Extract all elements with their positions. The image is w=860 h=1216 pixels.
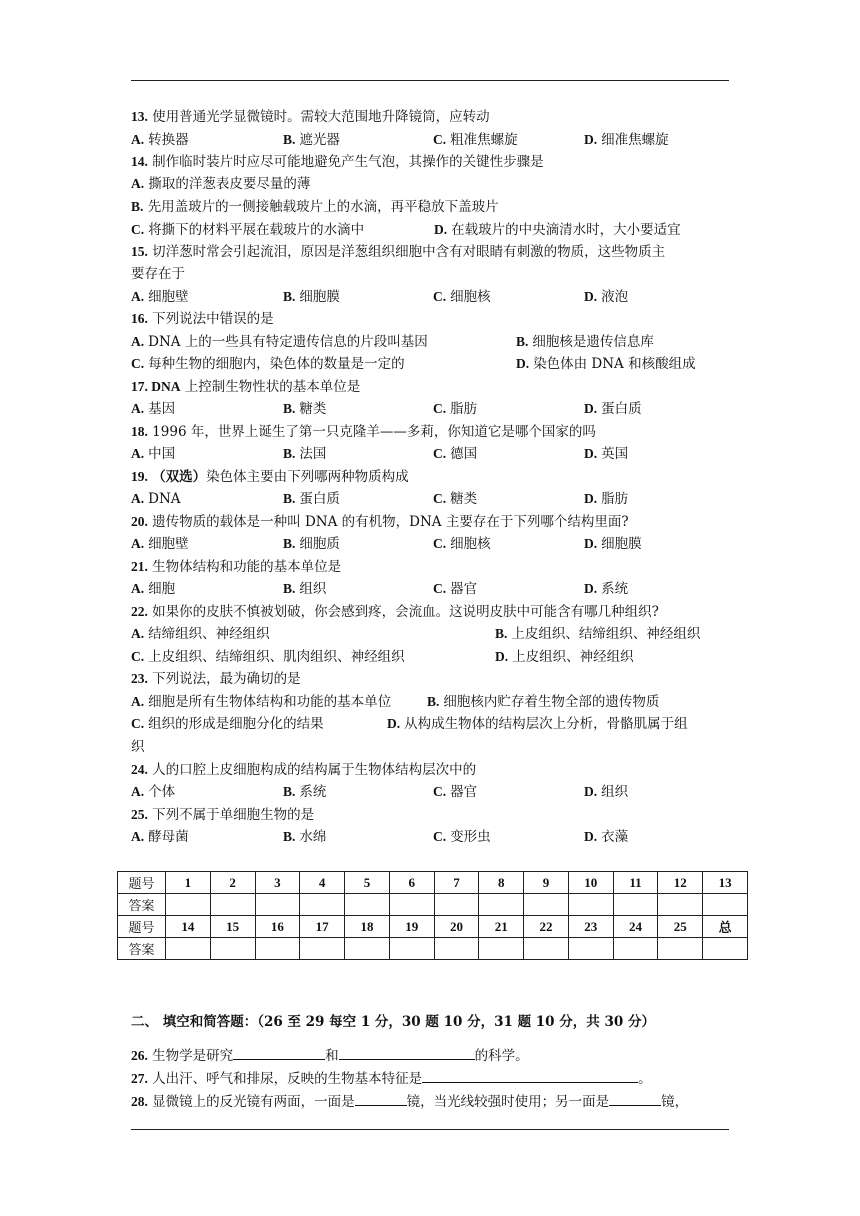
q22-option-b: B. 上皮组织、结缔组织、神经组织	[495, 626, 701, 642]
answer-cell[interactable]	[210, 938, 255, 960]
question-number-cell: 24	[613, 916, 658, 938]
q17-stem-text: 上控制生物性状的基本单位是	[184, 379, 361, 395]
row-label-answer: 答案	[118, 894, 166, 916]
q13-stem-text: 使用普通光学显微镜时。需较大范围地升降镜筒，应转动	[152, 109, 490, 125]
q24-stem	[131, 759, 476, 781]
q16-stem	[131, 308, 274, 330]
q18-option-c: C. 德国	[433, 446, 478, 462]
q23-option-ab	[131, 691, 729, 713]
q19-options	[131, 488, 729, 510]
q22-option-ab	[131, 623, 729, 645]
q22-option-a: A. 结缔组织、神经组织	[131, 626, 270, 642]
answer-cell[interactable]	[703, 938, 748, 960]
q21-option-b: B. 组织	[283, 581, 327, 597]
q26-blank-2[interactable]	[339, 1045, 475, 1060]
q25-stem	[131, 804, 314, 826]
question-number-cell: 10	[568, 872, 613, 894]
q14-option-a: A. 撕取的洋葱表皮要尽量的薄	[131, 176, 311, 192]
answer-cell[interactable]	[210, 894, 255, 916]
q21-stem-text: 生物体结构和功能的基本单位是	[152, 559, 342, 575]
question-number-cell: 21	[479, 916, 524, 938]
q20-option-d: D. 细胞膜	[584, 536, 642, 552]
q15-stem-cont: 要存在于	[131, 266, 185, 282]
answer-cell[interactable]	[345, 938, 390, 960]
q28: 28. 显微镜上的反光镜有两面，一面是 镜，当光线较强时使用；另一面是 镜，	[131, 1091, 688, 1113]
q16-stem-text: 下列说法中错误的是	[152, 311, 274, 327]
answer-cell[interactable]	[300, 938, 345, 960]
q21-number: 21.	[131, 559, 148, 574]
q23-option-a: A. 细胞是所有生物体结构和功能的基本单位	[131, 694, 392, 710]
question-number-cell: 9	[524, 872, 569, 894]
q23-stem	[131, 668, 301, 690]
q26: 26. 生物学是研究 和 的科学。	[131, 1045, 529, 1067]
q17-number: 17. DNA	[131, 379, 181, 394]
q16-option-ab	[131, 331, 729, 353]
answer-cell[interactable]	[434, 894, 479, 916]
answer-cell[interactable]	[389, 894, 434, 916]
question-number-cell: 17	[300, 916, 345, 938]
q25-stem-text: 下列不属于单细胞生物的是	[152, 807, 315, 823]
q19-option-d: D. 脂肪	[584, 491, 629, 507]
q21-stem	[131, 556, 341, 578]
q23-stem-text: 下列说法，最为确切的是	[152, 671, 301, 687]
table-row-questions-1	[118, 872, 748, 894]
question-number-cell: 19	[389, 916, 434, 938]
q18-option-a: A. 中国	[131, 446, 176, 462]
q19-stem	[131, 466, 409, 488]
answer-cell[interactable]	[479, 894, 524, 916]
q25-options	[131, 826, 729, 848]
q19-tag: （双选）	[152, 469, 207, 484]
answer-cell[interactable]	[658, 938, 703, 960]
question-number-cell: 25	[658, 916, 703, 938]
q20-stem-text: 遗传物质的载体是一种叫 DNA 的有机物，DNA 主要存在于下列哪个结构里面?	[152, 514, 629, 530]
q13-number: 13.	[131, 109, 148, 124]
question-number-cell: 23	[568, 916, 613, 938]
q17-stem	[131, 376, 360, 398]
q16-option-cd	[131, 353, 729, 375]
answer-cell[interactable]	[255, 938, 300, 960]
q15-stem-text: 切洋葱时常会引起流泪，原因是洋葱组织细胞中含有对眼睛有刺激的物质，这些物质主	[152, 244, 666, 260]
q23-option-d: D. 从构成生物体的结构层次上分析，骨骼肌属于组	[387, 716, 688, 732]
q24-option-b: B. 系统	[283, 784, 327, 800]
q16-option-c: C. 每种生物的细胞内，染色体的数量是一定的	[131, 356, 405, 372]
question-number-cell: 3	[255, 872, 300, 894]
q21-option-c: C. 器官	[433, 581, 478, 597]
q17-option-b: B. 糖类	[283, 401, 327, 417]
q13-options	[131, 129, 729, 151]
answer-cell[interactable]	[255, 894, 300, 916]
question-number-cell: 8	[479, 872, 524, 894]
question-number-cell: 18	[345, 916, 390, 938]
q24-option-c: C. 器官	[433, 784, 478, 800]
question-number-cell: 20	[434, 916, 479, 938]
q18-stem-text: 1996 年，世界上诞生了第一只克隆羊——多莉，你知道它是哪个国家的吗	[152, 424, 596, 440]
header-rule	[131, 80, 729, 81]
answer-cell[interactable]	[568, 894, 613, 916]
q13-option-b: B. 遮光器	[283, 132, 340, 148]
question-number-cell: 15	[210, 916, 255, 938]
answer-cell[interactable]	[479, 938, 524, 960]
q16-option-a: A. DNA 上的一些具有特定遗传信息的片段叫基因	[131, 334, 428, 350]
q27-blank[interactable]	[422, 1068, 638, 1083]
question-number-cell: 13	[703, 872, 748, 894]
answer-cell[interactable]	[613, 894, 658, 916]
q19-stem-text: 染色体主要由下列哪两种物质构成	[206, 469, 409, 485]
q24-option-a: A. 个体	[131, 784, 176, 800]
q13-stem	[131, 106, 490, 128]
q25-option-d: D. 衣藻	[584, 829, 629, 845]
q17-option-a: A. 基因	[131, 401, 176, 417]
q22-option-cd	[131, 646, 729, 668]
q14-option-b: B. 先用盖玻片的一侧接触载玻片上的水滴，再平稳放下盖玻片	[131, 199, 499, 215]
row-label-question: 题号	[118, 916, 166, 938]
table-row-questions-2	[118, 916, 748, 938]
q20-stem	[131, 511, 629, 533]
question-number-cell: 16	[255, 916, 300, 938]
q18-stem	[131, 421, 596, 443]
q26-blank-1[interactable]	[233, 1045, 325, 1060]
q14-stem-text: 制作临时装片时应尽可能地避免产生气泡，其操作的关键性步骤是	[152, 154, 544, 170]
q28-blank-1[interactable]	[355, 1091, 407, 1106]
question-number-cell: 14	[166, 916, 211, 938]
q21-options	[131, 578, 729, 600]
q27: 27. 人出汗、呼气和排尿，反映的生物基本特征是 。	[131, 1068, 652, 1090]
q16-option-b: B. 细胞核是遗传信息库	[516, 334, 654, 350]
q13-option-c: C. 粗准焦螺旋	[433, 132, 518, 148]
q19-number: 19.	[131, 469, 148, 484]
q20-number: 20.	[131, 514, 148, 529]
q28-blank-2[interactable]	[609, 1091, 661, 1106]
row-label-question: 题号	[118, 872, 166, 894]
q23-option-c: C. 组织的形成是细胞分化的结果	[131, 716, 324, 732]
q22-stem	[131, 601, 659, 623]
q18-number: 18.	[131, 424, 148, 439]
q24-stem-text: 人的口腔上皮细胞构成的结构属于生物体结构层次中的	[152, 762, 477, 778]
q16-option-d: D. 染色体由 DNA 和核酸组成	[516, 356, 696, 372]
row-label-answer: 答案	[118, 938, 166, 960]
section-2-title: 二、 填空和简答题：（26 至 29 每空 1 分，30 题 10 分，31 题 10 分，共 30 分）	[131, 1014, 655, 1030]
answer-cell[interactable]	[300, 894, 345, 916]
q19-option-b: B. 蛋白质	[283, 491, 340, 507]
table-row-answers-2	[118, 938, 748, 960]
answer-cell[interactable]	[166, 938, 211, 960]
q22-option-d: D. 上皮组织、神经组织	[495, 649, 634, 665]
q13-option-a: A. 转换器	[131, 132, 189, 148]
q25-option-c: C. 变形虫	[433, 829, 491, 845]
q24-option-d: D. 组织	[584, 784, 629, 800]
q20-options	[131, 533, 729, 555]
q23-option-cd	[131, 713, 729, 735]
q15-option-c: C. 细胞核	[433, 289, 491, 305]
q14-stem	[131, 151, 544, 173]
q16-number: 16.	[131, 311, 148, 326]
footer-rule	[131, 1129, 729, 1130]
question-number-cell: 总	[703, 916, 748, 938]
question-number-cell: 5	[345, 872, 390, 894]
question-number-cell: 11	[613, 872, 658, 894]
q15-option-d: D. 液泡	[584, 289, 629, 305]
q15-option-b: B. 细胞膜	[283, 289, 340, 305]
q14-option-cd	[131, 219, 729, 241]
q15-option-a: A. 细胞壁	[131, 289, 189, 305]
q20-option-b: B. 细胞质	[283, 536, 340, 552]
question-number-cell: 1	[166, 872, 211, 894]
question-number-cell: 22	[524, 916, 569, 938]
q18-options	[131, 443, 729, 465]
question-number-cell: 2	[210, 872, 255, 894]
q18-option-d: D. 英国	[584, 446, 629, 462]
q13-option-d: D. 细准焦螺旋	[584, 132, 669, 148]
q15-stem	[131, 241, 665, 263]
answer-cell[interactable]	[703, 894, 748, 916]
answer-cell[interactable]	[389, 938, 434, 960]
question-number-cell: 6	[389, 872, 434, 894]
q17-options	[131, 398, 729, 420]
q14-number: 14.	[131, 154, 148, 169]
q17-option-d: D. 蛋白质	[584, 401, 642, 417]
answer-cell[interactable]	[524, 894, 569, 916]
q18-option-b: B. 法国	[283, 446, 327, 462]
q23-number: 23.	[131, 671, 148, 686]
q15-options	[131, 286, 729, 308]
q17-option-c: C. 脂肪	[433, 401, 478, 417]
q14-option-d: D. 在载玻片的中央滴清水时，大小要适宜	[434, 222, 681, 238]
q15-number: 15.	[131, 244, 148, 259]
answer-cell[interactable]	[568, 938, 613, 960]
q24-number: 24.	[131, 762, 148, 777]
q20-option-a: A. 细胞壁	[131, 536, 189, 552]
q25-number: 25.	[131, 807, 148, 822]
q22-stem-text: 如果你的皮肤不慎被划破，你会感到疼，会流血。这说明皮肤中可能含有哪几种组织?	[152, 604, 659, 620]
q22-number: 22.	[131, 604, 148, 619]
answer-cell[interactable]	[658, 894, 703, 916]
question-number-cell: 4	[300, 872, 345, 894]
answer-cell[interactable]	[613, 938, 658, 960]
q22-option-c: C. 上皮组织、结缔组织、肌肉组织、神经组织	[131, 649, 405, 665]
q23-option-b: B. 细胞核内贮存着生物全部的遗传物质	[427, 694, 660, 710]
q19-option-a: A. DNA	[131, 491, 181, 507]
q21-option-a: A. 细胞	[131, 581, 176, 597]
q20-option-c: C. 细胞核	[433, 536, 491, 552]
answer-cell[interactable]	[434, 938, 479, 960]
q14-option-c: C. 将撕下的材料平展在载玻片的水滴中	[131, 222, 365, 238]
q25-option-a: A. 酵母菌	[131, 829, 189, 845]
answer-table	[117, 871, 748, 960]
answer-cell[interactable]	[524, 938, 569, 960]
q19-option-c: C. 糖类	[433, 491, 478, 507]
q24-options	[131, 781, 729, 803]
q23-option-d-cont: 织	[131, 739, 145, 755]
question-number-cell: 7	[434, 872, 479, 894]
question-number-cell: 12	[658, 872, 703, 894]
answer-cell[interactable]	[345, 894, 390, 916]
answer-cell[interactable]	[166, 894, 211, 916]
table-row-answers-1	[118, 894, 748, 916]
q25-option-b: B. 水绵	[283, 829, 327, 845]
q21-option-d: D. 系统	[584, 581, 629, 597]
